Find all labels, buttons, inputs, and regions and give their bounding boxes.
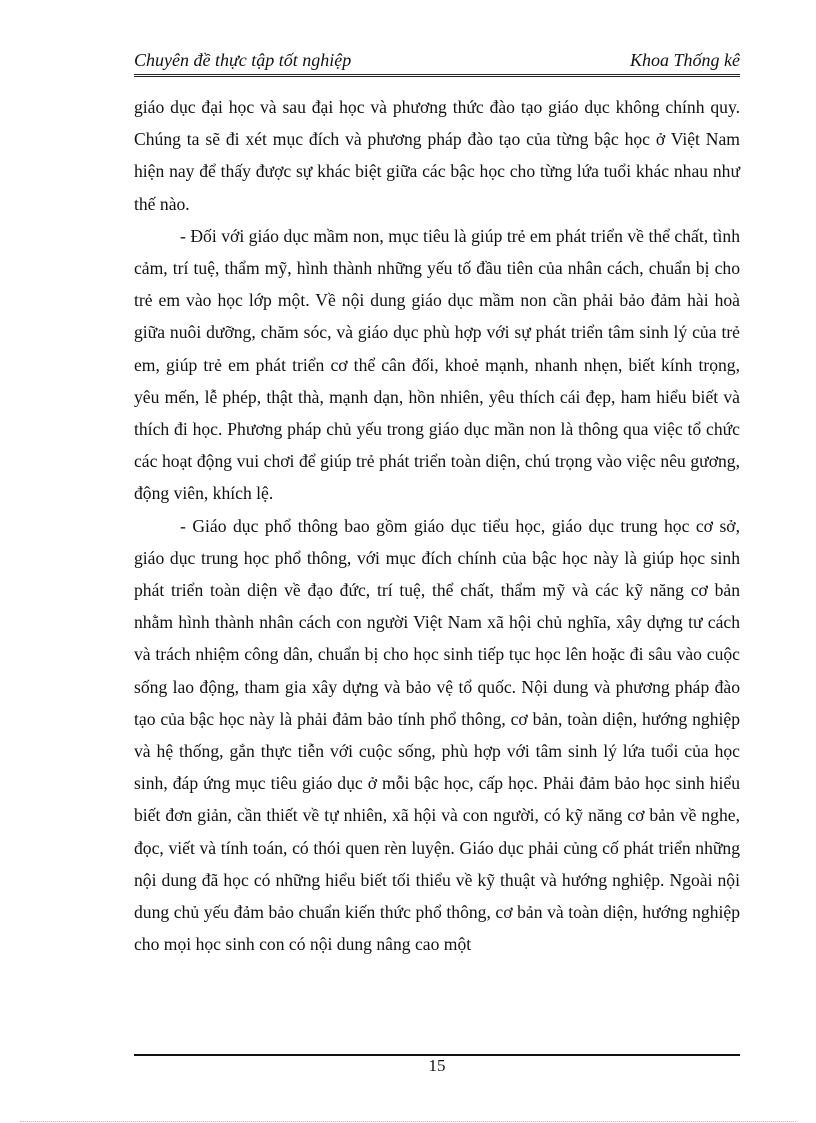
page-bottom-border xyxy=(20,1121,796,1122)
page-header xyxy=(134,48,740,72)
header-document-title: Chuyên đề thực tập tốt nghiệp xyxy=(134,50,352,70)
paragraph-preschool-education: - Đối với giáo dục mầm non, mục tiêu là giúp trẻ em phát triển về thể chất, tình cảm, trí tuệ, thẩm mỹ, hình thành những yếu tố đầu tiên của nhân cách, chuẩn bị cho trẻ em vào học lớp một. Về nội dung giáo dục mầm non cần phải bảo đảm hài hoà giữa nuôi dưỡng, chăm sóc, và giáo dục phù hợp với sự phát triển tâm sinh lý của trẻ em, giúp trẻ em phát triển cơ thể cân đối, khoẻ mạnh, nhanh nhẹn, biết kính trọng, yêu mến, lễ phép, thật thà, mạnh dạn, hồn nhiên, yêu thích cái đẹp, ham hiểu biết và thích đi học. Phương pháp chủ yếu trong giáo dục mần non là thông qua việc tổ chức các hoạt động vui chơi để giúp trẻ phát triển toàn diện, chú trọng vào việc nêu gương, động viên, khích lệ. xyxy=(134,225,740,504)
page-number: 15 xyxy=(428,1056,446,1075)
paragraph-continuation: giáo dục đại học và sau đại học và phương thức đào tạo giáo dục không chính quy. Chúng ta sẽ đi xét mục đích và phương pháp đào tạo của từng bậc học ở Việt Nam hiện nay để thấy được sự khác biệt giữa các bậc học cho từng lứa tuổi khác nhau như thế nào. xyxy=(134,97,740,214)
header-department: Khoa Thống kê xyxy=(630,50,740,70)
header-divider xyxy=(134,74,740,77)
body-text xyxy=(134,91,740,960)
paragraph-general-education: - Giáo dục phổ thông bao gồm giáo dục tiểu học, giáo dục trung học cơ sở, giáo dục trung học phổ thông, với mục đích chính của bậc học này là giúp học sinh phát triển toàn diện về đạo đức, trí tuệ, thể chất, thẩm mỹ và các kỹ năng cơ bản nhằm hình thành nhân cách con người Việt Nam xã hội chủ nghĩa, xây dựng tư cách và trách nhiệm công dân, chuẩn bị cho học sinh tiếp tục học lên hoặc đi sâu vào cuộc sống lao động, tham gia xây dựng và bảo vệ tổ quốc. Nội dung và phương pháp đào tạo của bậc học này là phải đảm bảo tính phổ thông, cơ bản, toàn diện, hướng nghiệp và hệ thống, gắn thực tiễn với cuộc sống, phù hợp với tâm sinh lý lứa tuổi của học sinh, đáp ứng mục tiêu giáo dục ở mỗi bậc học, cấp học. Phải đảm bảo học sinh hiểu biết đơn giản, cần thiết về tự nhiên, xã hội và con người, có kỹ năng cơ bản về nghe, đọc, viết và tính toán, có thói quen rèn luyện. Giáo dục phải củng cố phát triển những nội dung đã học có những hiểu biết tối thiểu về kỹ thuật và hướng nghiệp. Ngoài nội dung chủ yếu đảm bảo chuẩn kiến thức phổ thông, cơ bản và toàn diện, hướng nghiệp cho mọi học sinh con có nội dung nâng cao một xyxy=(134,515,740,955)
